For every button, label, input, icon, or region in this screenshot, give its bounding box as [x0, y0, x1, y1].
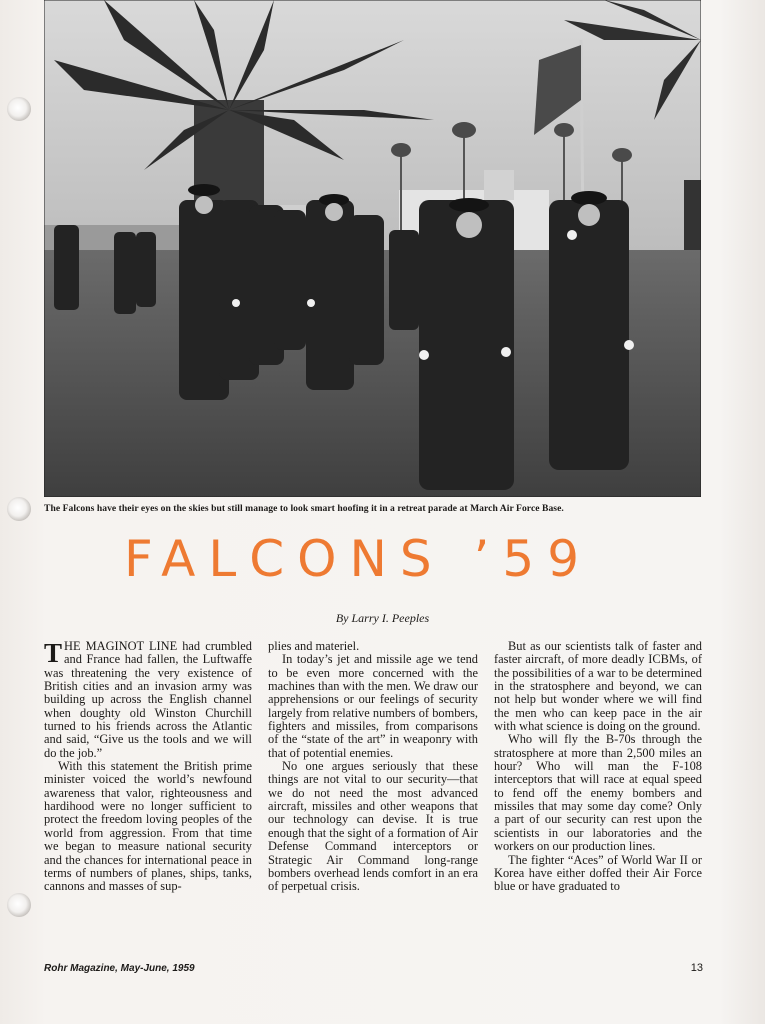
paragraph: Who will fly the B-70s through the stratosphere at more than 2,500 miles an hour? Who will man the F-108 interceptors that will race at equal speed to fend off the enemy bombers and missiles that may some day come? Only a part of our security can rest upon the scientists in our laboratories and the workers on our production lines. [494, 732, 702, 854]
binder-hole-icon [7, 497, 31, 521]
byline: By Larry I. Peeples [335, 611, 430, 625]
parade-photo-illustration [44, 0, 701, 497]
text-column-3 [494, 640, 702, 894]
paragraph: The fighter “Aces” of World War II or Korea have either doffed their Air Force blue or have graduated to [494, 852, 702, 894]
paragraph: With this statement the British prime minister voiced the world’s newfound awareness that valor, righteousness and hardihood were no longer sufficient to protect the freedom loving peoples of the world from aggression. From that time we began to measure national security and the chances for international peace in terms of numbers of planes, ships, tanks, cannons and masses of sup- [44, 759, 252, 894]
article-title: FALCONS ’59 [124, 530, 593, 588]
parade-photo [44, 0, 701, 497]
publication-footer: Rohr Magazine, May-June, 1959 [44, 963, 195, 974]
binder-hole-icon [7, 893, 31, 917]
text-column-1 [44, 640, 252, 894]
photo-caption: The Falcons have their eyes on the skies but still manage to look smart hoofing it in a retreat parade at March Air Force Base. [44, 503, 564, 514]
binder-hole-icon [7, 97, 31, 121]
paragraph: No one argues seriously that these things are not vital to our security—that we do not need the most advanced aircraft, missiles and other weapons that our technology can devise. It is true enough that the sight of a formation of Air Defense Command interceptors or Strategic Air Command long-range bombers overhead lends comfort in an era of perpetual crisis. [268, 759, 478, 894]
paragraph: In today’s jet and missile age we tend to be even more concerned with the machines than with the men. We draw our apprehensions or our feelings of security largely from relative numbers of bombers, fighters and missiles, from comparisons of the “state of the art” in weaponry with that of potential enemies. [268, 652, 478, 760]
paragraph: plies and materiel. [268, 639, 360, 653]
drop-cap: T [44, 638, 63, 668]
paragraph: THE MAGINOT LINE had crumbled and France had fallen, the Luftwaffe was threatening the very existence of British cities and an invasion army was building up across the English channel when doughty old Winston Churchill turned to his friends across the Atlantic and said, “Give us the tools and we will do the job.” [44, 638, 252, 760]
paragraph: But as our scientists talk of faster and faster aircraft, of more deadly ICBMs, of the possibilities of a war to be determined in the stratosphere and beyond, we can not help but wonder where we will find the men who can keep pace in the air with what science is doing on the ground. [494, 639, 702, 734]
page-number: 13 [690, 962, 703, 974]
text-column-2 [268, 640, 478, 894]
